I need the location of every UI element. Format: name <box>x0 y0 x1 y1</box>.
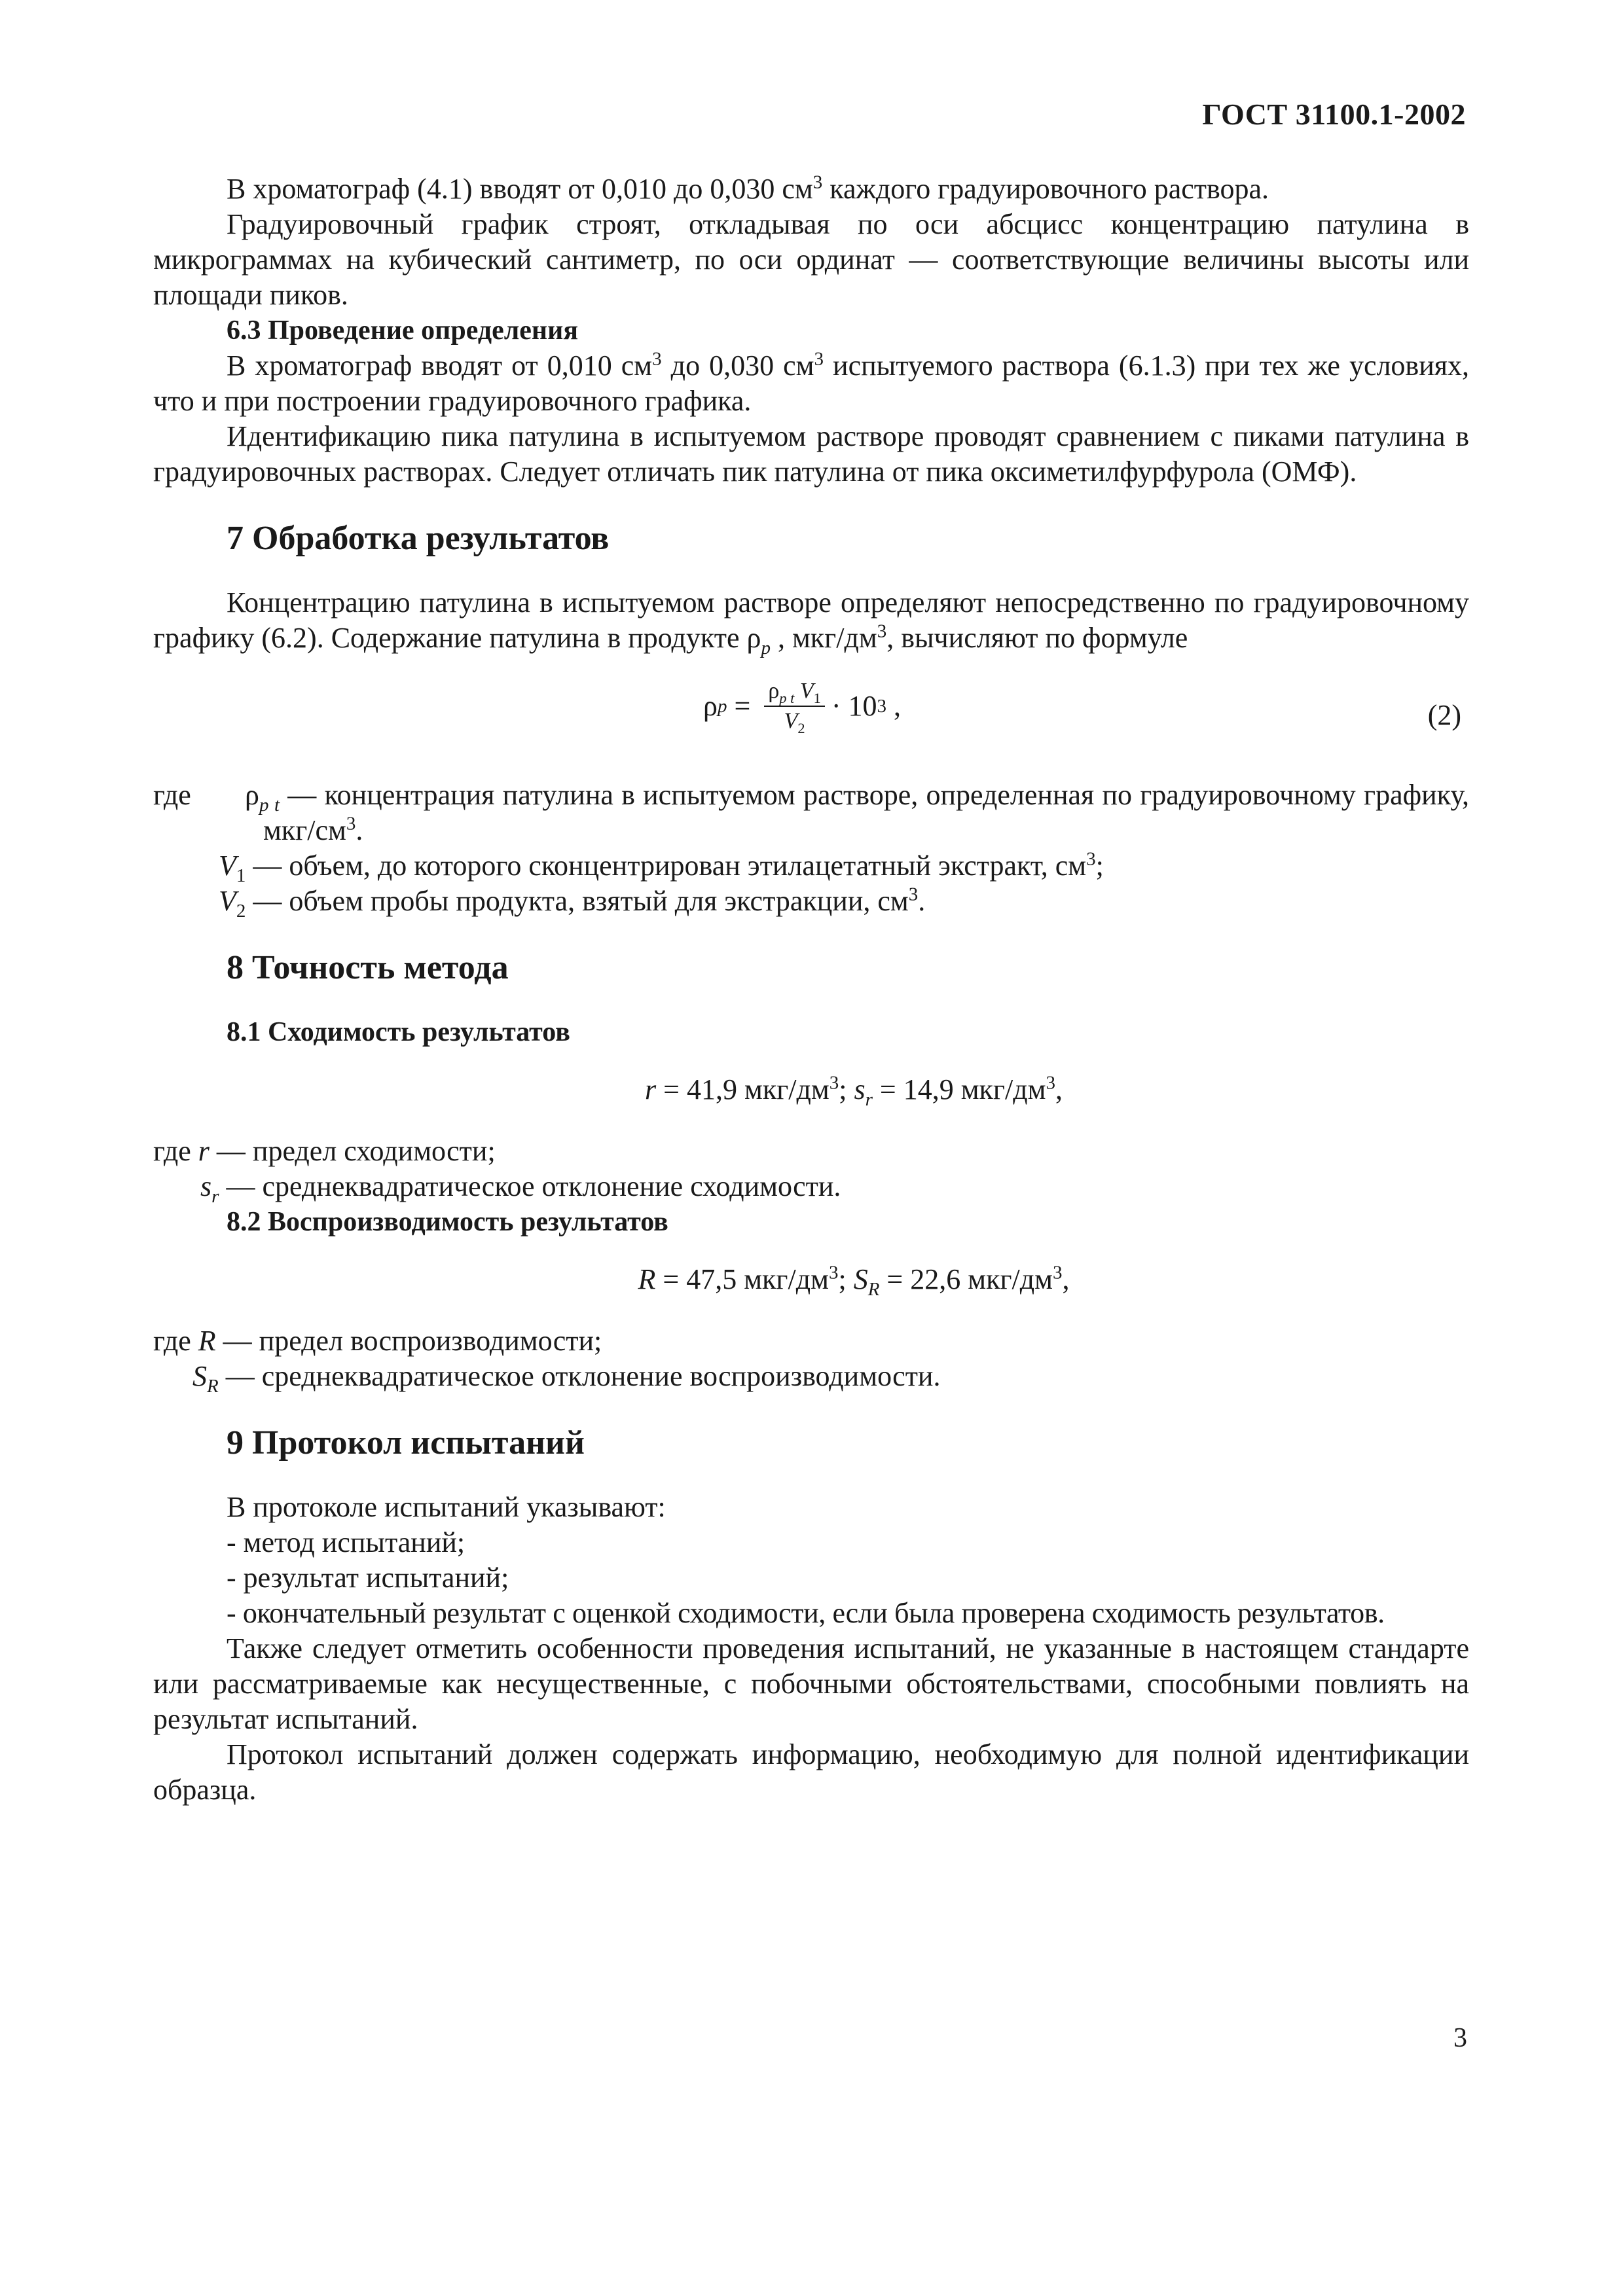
list-item: - метод испытаний; <box>227 1526 465 1558</box>
subsection-6-3-title: 6.3 Проведение определения <box>227 315 579 346</box>
paragraph-processing: Концентрацию патулина в испытуемом растворе определяют непосредственно по градуировочному графику (6.2). Содержание патулина в продукте $\rho_p$ , мкг/$дм^3$, вычисляют по формуле <box>153 586 1469 658</box>
definition-r: где r — предел сходимости; <box>153 1135 496 1167</box>
page-number: 3 <box>1453 2023 1467 2053</box>
paragraph-identification: Идентификацию пика патулина в испытуемом растворе проводят сравнением с пиками патулина в градуировочных растворах. Следует отличать пик патулина от пика оксиметилфурфурола (ОМФ). <box>153 420 1469 488</box>
list-item: - окончательный результат с оценкой сходимости, если была проверена сходимость результатов. <box>227 1597 1385 1629</box>
paragraph-injection: В хроматограф (4.1) вводят от 0,010 до 0,030 $см^3$ каждого градуировочного раствора. <box>227 171 1269 205</box>
definition-v2: $V_2$ — объем пробы продукта, взятый для экстракции, $см^3$. <box>219 884 926 922</box>
formula-expression: ρ p = $\frac{\rho_{p t} V_1}{V_2}$ · 10 3 , <box>703 679 902 736</box>
formula-number: (2) <box>1427 699 1461 731</box>
protocol-list-intro: В протоколе испытаний указывают: <box>227 1491 666 1523</box>
subsection-8-2-title: 8.2 Воспроизводимость результатов <box>227 1207 668 1237</box>
document-code: ГОСТ 31100.1-2002 <box>1202 98 1466 131</box>
subsection-8-1-title: 8.1 Сходимость результатов <box>227 1017 570 1047</box>
definition-v1: $V_1$ — объем, до которого сконцентрирован этилацетатный экстракт, $см^3$; <box>219 848 1104 886</box>
paragraph-identification-info: Протокол испытаний должен содержать информацию, необходимую для полной идентификации образца. <box>153 1738 1469 1806</box>
list-item: - результат испытаний; <box>227 1562 509 1594</box>
formula-2 <box>153 672 1469 757</box>
equation-reproducibility: R = 47,5 мкг/$дм^3$; $S_R = 22,6$ мкг/$дм^3$, <box>638 1262 1070 1300</box>
definition-SR: $S_R$ — среднеквадратическое отклонение воспроизводимости. <box>192 1360 941 1397</box>
paragraph-determination: В хроматограф вводят от 0,010 $см^3$ до 0,030 $см^3$ испытуемого раствора (6.1.3) при тех же условиях, что и при построении градуировочного графика. <box>153 348 1469 417</box>
fraction-denominator: $V_2$ <box>784 709 805 736</box>
paragraph-calibration: Градуировочный график строят, откладывая по оси абсцисс концентрацию патулина в микрограммах на кубический сантиметр, по оси ординат — соответствующие величины высоты или площади пиков. <box>153 208 1469 311</box>
definition-sr: $s_r$ — среднеквадратическое отклонение сходимости. <box>200 1170 841 1207</box>
document-body <box>153 171 1469 1808</box>
paragraph-peculiarities: Также следует отметить особенности проведения испытаний, не указанные в настоящем стандарте или рассматриваемые как несущественные, с побочными обстоятельствами, способными повлиять на результат испытаний. <box>153 1632 1469 1735</box>
section-9-title: 9 Протокол испытаний <box>227 1424 585 1462</box>
fraction-numerator: $\rho_{p t}$ $V_1$ <box>764 678 825 707</box>
section-7-title: 7 Обработка результатов <box>227 520 610 557</box>
equation-repeatability: r = 41,9 мкг/$дм^3$; $s_r = 14,9$ мкг/$дм^3$, <box>645 1072 1063 1110</box>
definition-R: где R — предел воспроизводимости; <box>153 1325 602 1357</box>
formula-fraction <box>764 678 825 734</box>
formula-definitions <box>153 778 1469 922</box>
definition-rho-pt: где $\rho_{p t}$ — концентрация патулина в испытуемом растворе, определенная по градуировочному графику, мкг/$см^3$. <box>153 779 1469 846</box>
section-8-title: 8 Точность метода <box>227 949 509 986</box>
